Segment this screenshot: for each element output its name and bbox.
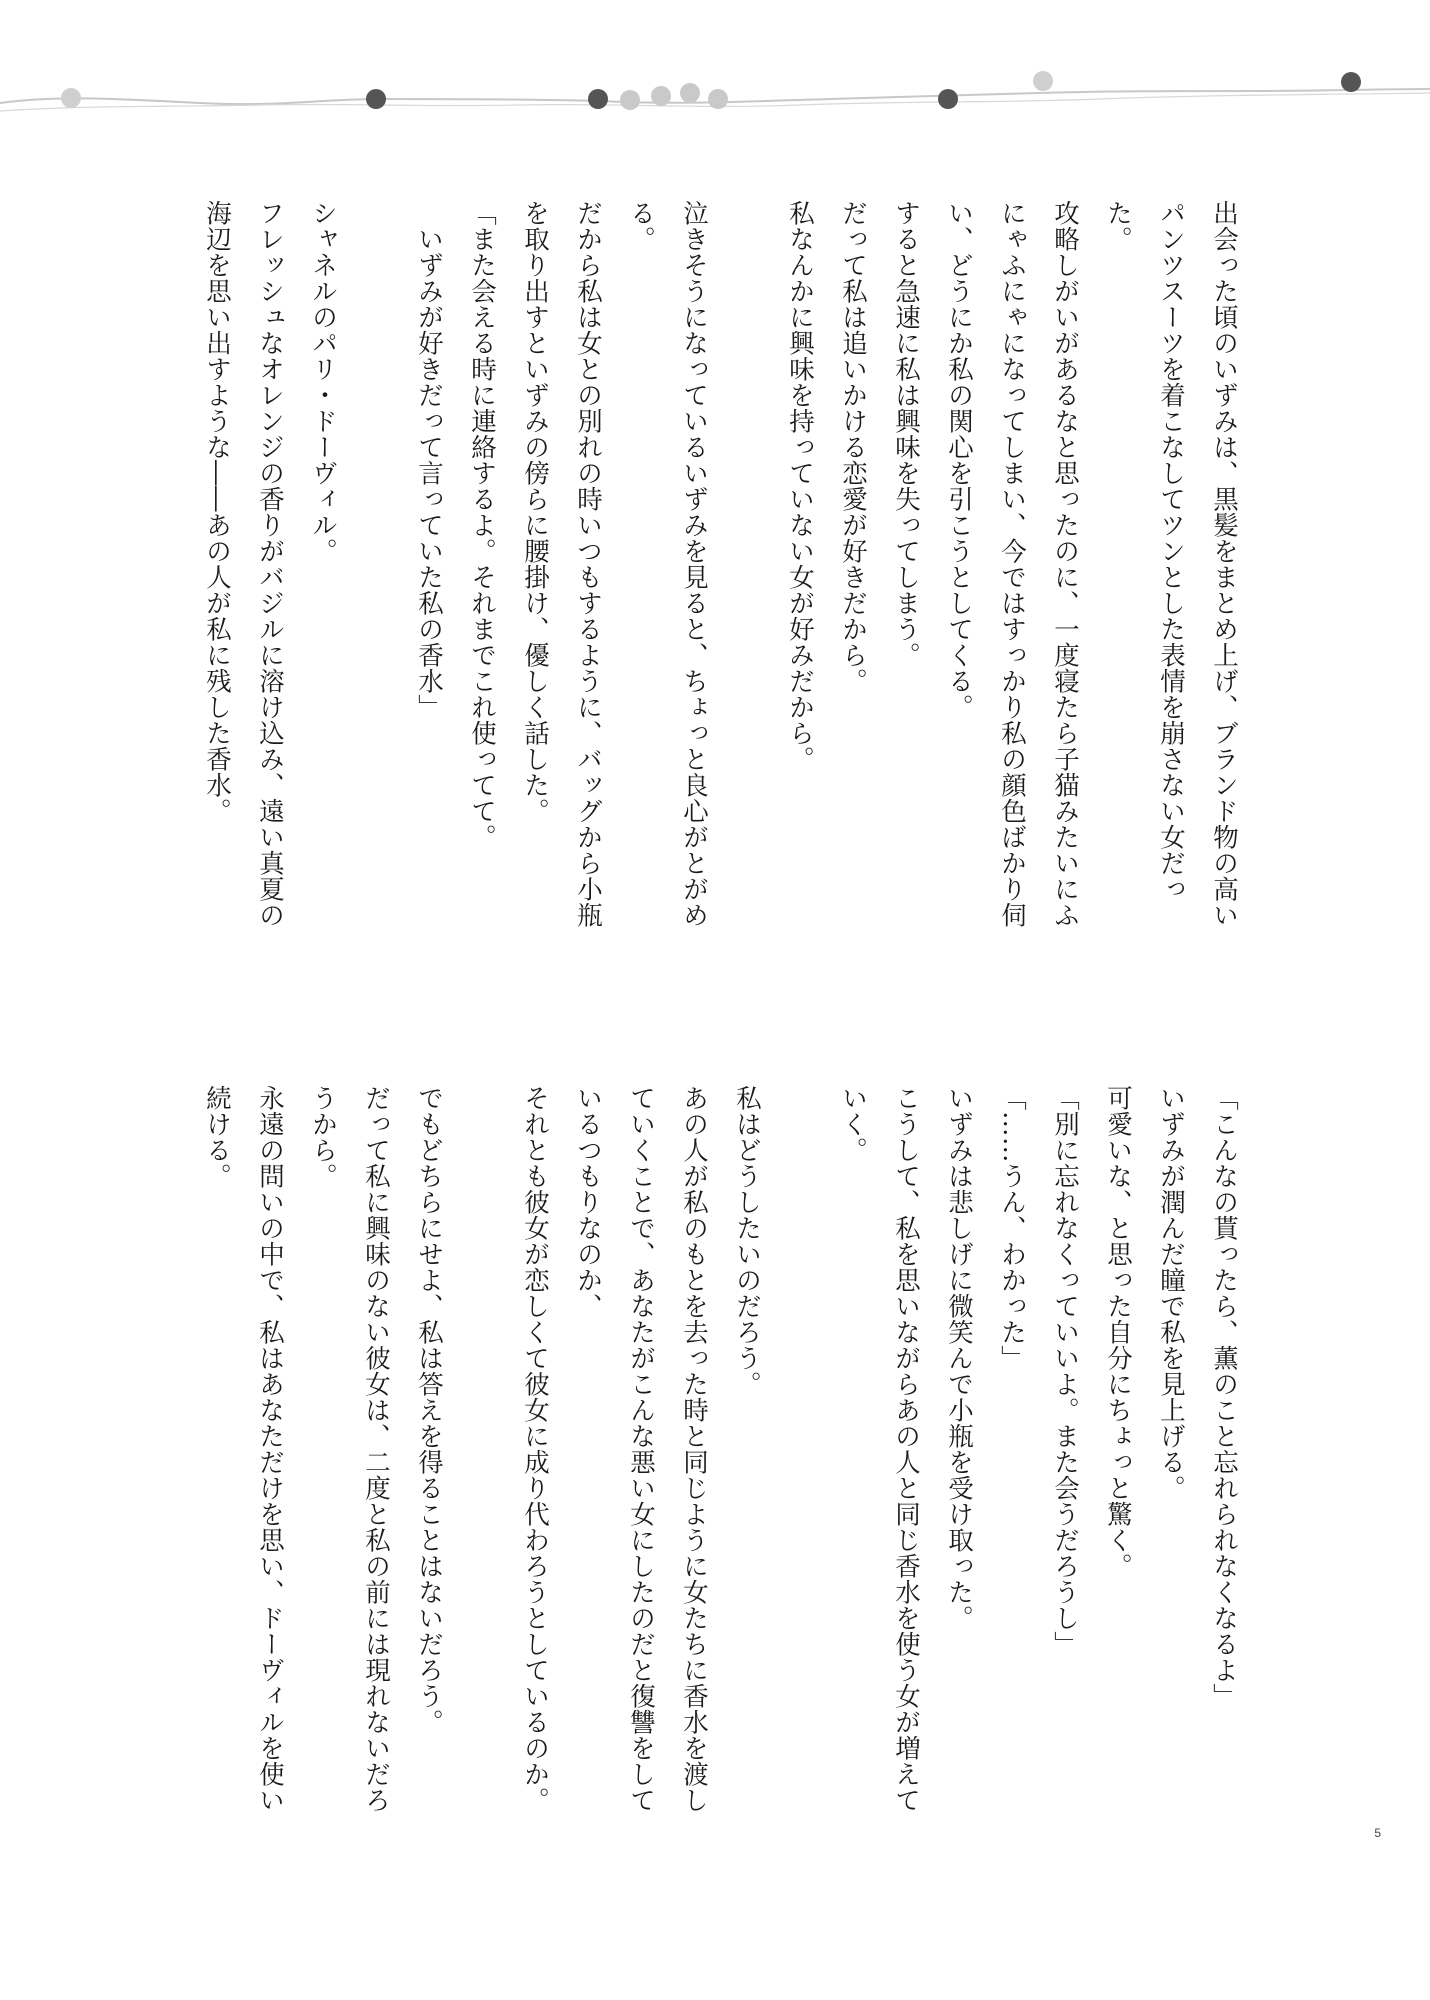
paragraph: でもどちらにせよ、私は答えを得ることはないだろう。: [414, 1085, 444, 1735]
paragraph: いずみが潤んだ瞳で私を見上げる。: [1156, 1085, 1186, 1501]
paragraph: すると急速に私は興味を失ってしまう。: [891, 200, 921, 668]
paragraph: 「こんなの貰ったら、薫のこと忘れられなくなるよ」: [1209, 1085, 1239, 1709]
bead-light: [651, 86, 671, 106]
paragraph: 「別に忘れなくっていいよ。また会うだろうし」: [1050, 1085, 1080, 1657]
page-number: 5: [1374, 1826, 1381, 1840]
bead-light: [61, 88, 81, 108]
paragraph: 「……うん、わかった」: [997, 1085, 1027, 1371]
paragraph: 私はどうしたいのだろう。: [732, 1085, 762, 1397]
decorative-beaded-line: [0, 55, 1430, 145]
paragraph: だって私は追いかける恋愛が好きだから。: [838, 200, 868, 694]
paragraph: 出会った頃のいずみは、黒髪をまとめ上げ、ブランド物の高いパンツスーツを着こなしてツンとした表情を崩さない女だった。: [1103, 200, 1239, 928]
paragraph: だから私は女との別れの時いつもするように、バッグから小瓶を取り出すといずみの傍らに腰掛け、優しく話した。: [520, 200, 603, 928]
paragraph: シャネルのパリ・ドーヴィル。: [308, 200, 338, 564]
paragraph: 攻略しがいがあるなと思ったのに、一度寝たら子猫みたいにふにゃふにゃになってしまい、今ではすっかり私の顔色ばかり伺い、どうにか私の関心を引こうとしてくる。: [944, 200, 1080, 928]
bead-dark: [1341, 72, 1361, 92]
paragraph: あの人が私のもとを去った時と同じように女たちに香水を渡していくことで、あなたがこんな悪い女にしたのだと復讐をしているつもりなのか、: [573, 1085, 709, 1813]
paragraph: 永遠の問いの中で、私はあなただけを思い、ドーヴィルを使い続ける。: [202, 1085, 285, 1813]
paragraph: いずみは悲しげに微笑んで小瓶を受け取った。: [944, 1085, 974, 1631]
story-text-lower: [190, 1085, 1250, 1825]
paragraph: 泣きそうになっているいずみを見ると、ちょっと良心がとがめる。: [626, 200, 709, 928]
paragraph: こうして、私を思いながらあの人と同じ香水を使う女が増えていく。: [838, 1085, 921, 1813]
paragraph: 私なんかに興味を持っていない女が好みだから。: [785, 200, 815, 772]
bead-light: [680, 83, 700, 103]
paragraph-spacer: [773, 1085, 826, 1825]
story-text-upper: [190, 200, 1250, 940]
paragraph: だって私に興味のない彼女は、二度と私の前には現れないだろうから。: [308, 1085, 391, 1813]
bead-dark: [588, 89, 608, 109]
bead-light: [708, 89, 728, 109]
bead-dark: [938, 89, 958, 109]
paragraph: フレッシュなオレンジの香りがバジルに溶け込み、遠い真夏の海辺を思い出すような――あの人が私に残した香水。: [202, 200, 285, 928]
paragraph: 「また会える時に連絡するよ。それまでこれ使ってて。: [467, 200, 497, 850]
bead-light: [620, 90, 640, 110]
bead-light: [1033, 71, 1053, 91]
bead-dark: [366, 89, 386, 109]
paragraph: いずみが好きだって言っていた私の香水」: [414, 200, 444, 720]
paragraph: 可愛いな、と思った自分にちょっと驚く。: [1103, 1085, 1133, 1579]
paragraph-spacer: [720, 200, 773, 940]
paragraph-spacer: [455, 1085, 508, 1825]
paragraph: それとも彼女が恋しくて彼女に成り代わろうとしているのか。: [520, 1085, 550, 1813]
paragraph-spacer: [349, 200, 402, 940]
